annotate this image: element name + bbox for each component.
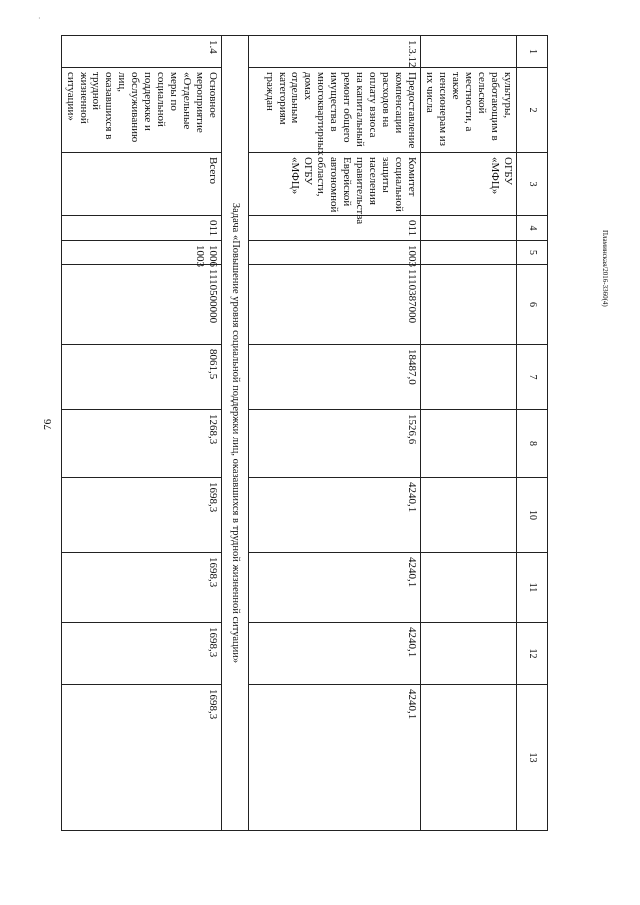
cell-value (421, 553, 517, 623)
cell-rz-pr: 1006 1003 (61, 241, 222, 265)
cell-rz-pr: 1003 (249, 241, 421, 265)
cell-csr (421, 265, 517, 345)
cell-description: культуры, работающим в сельской местности, а также пенсионерам из их числа (421, 68, 517, 153)
rotated-table-wrapper (64, 35, 548, 830)
header-cell: 3 (517, 153, 548, 216)
task-row (222, 36, 249, 831)
cell-value: 1526,6 (249, 410, 421, 478)
cell-executor: ОГБУ «МФЦ» (421, 153, 517, 216)
header-cell: 11 (517, 553, 548, 623)
header-cell: 13 (517, 685, 548, 831)
cell-value (421, 623, 517, 685)
cell-grbs (421, 216, 517, 241)
cell-rz-pr (421, 241, 517, 265)
cell-value: 4240,1 (249, 478, 421, 553)
cell-grbs: 011 (61, 216, 222, 241)
table-row (249, 36, 421, 831)
cell-grbs: 011 (249, 216, 421, 241)
header-cell: 5 (517, 241, 548, 265)
cell-value (421, 685, 517, 831)
cell-value: 1268,3 (61, 410, 222, 478)
cell-value: 4240,1 (249, 623, 421, 685)
cell-value: 1698,3 (61, 553, 222, 623)
cell-value: 1698,3 (61, 478, 222, 553)
cell-csr: 1110500000 (61, 265, 222, 345)
cell-value: 8061,5 (61, 345, 222, 410)
table-row (421, 36, 517, 831)
cell-value: 1698,3 (61, 685, 222, 831)
cell-description: Основное мероприятие «Отдельные меры по социальной поддержке и обслуживанию лиц, оказавшихся в трудной жизненной ситуации» (61, 68, 222, 153)
header-cell: 2 (517, 68, 548, 153)
page-mark: · (38, 14, 41, 23)
cell-value (421, 478, 517, 553)
task-heading: Задача «Повышение уровня социальной поддержки лиц, оказавшихся в трудной жизненной ситуации» (222, 36, 249, 831)
budget-table (61, 35, 548, 831)
header-cell: 6 (517, 265, 548, 345)
cell-value (421, 345, 517, 410)
cell-number (421, 36, 517, 68)
cell-value (421, 410, 517, 478)
cell-number: 1.4 (61, 36, 222, 68)
cell-value: 1698,3 (61, 623, 222, 685)
cell-value: 18487,0 (249, 345, 421, 410)
cell-value: 4240,1 (249, 685, 421, 831)
cell-number: 1.3.12 (249, 36, 421, 68)
page-number: 76 (42, 419, 54, 430)
header-cell: 10 (517, 478, 548, 553)
cell-executor: Всего (61, 153, 222, 216)
header-cell: 7 (517, 345, 548, 410)
header-row (517, 36, 548, 831)
header-cell: 1 (517, 36, 548, 68)
header-cell: 12 (517, 623, 548, 685)
header-cell: 8 (517, 410, 548, 478)
side-note-text: Пламинская/2016-3360(4) (601, 230, 609, 307)
cell-description: Предоставление компенсации расходов на оплату взноса на капитальный ремонт общего имущества в многоквартирных домах отдельным категориям граждан (249, 68, 421, 153)
table-row (61, 36, 222, 831)
cell-executor: Комитет социальной защиты населения правительства Еврейской автономной области, ОГБУ «МФЦ» (249, 153, 421, 216)
cell-value: 4240,1 (249, 553, 421, 623)
header-cell: 4 (517, 216, 548, 241)
cell-csr: 1110387000 (249, 265, 421, 345)
